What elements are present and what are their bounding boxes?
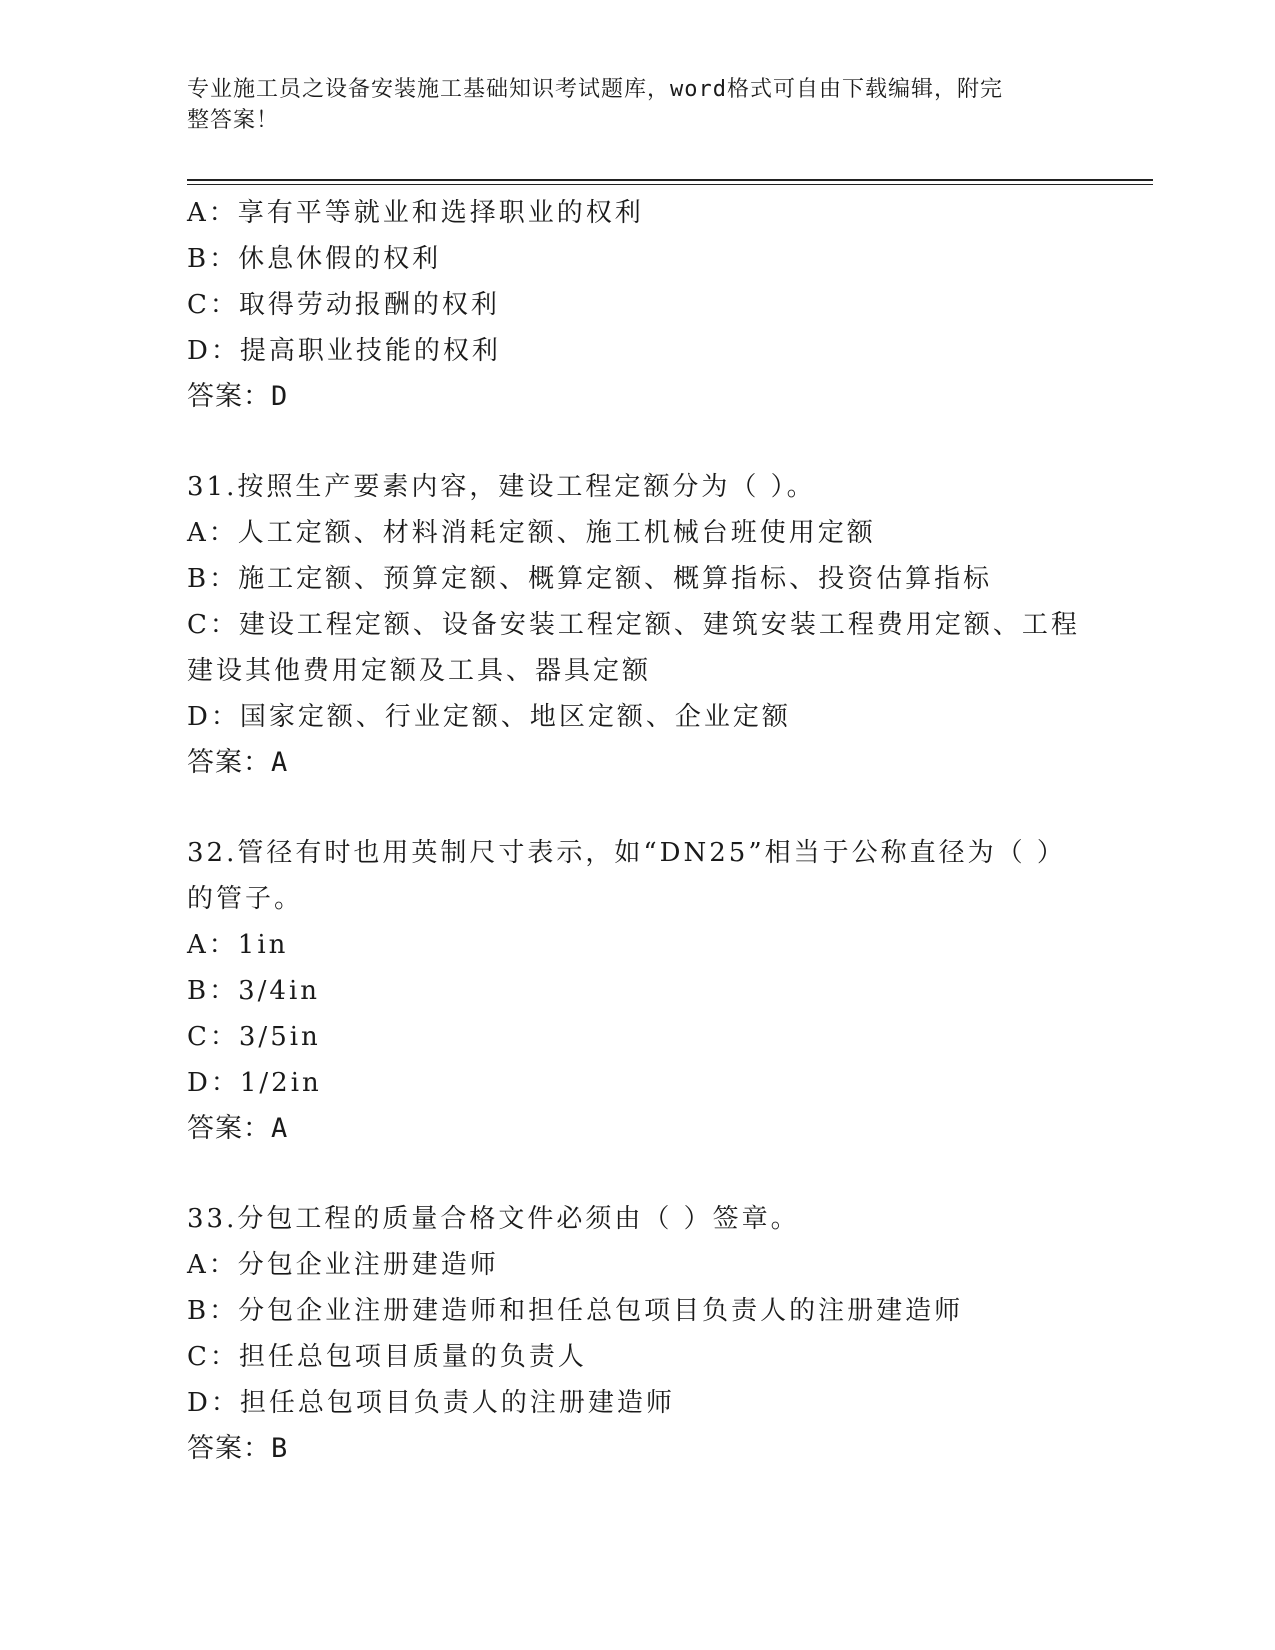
- option-c: C：建设工程定额、设备安装工程定额、建筑安装工程费用定额、工程: [187, 610, 1080, 640]
- header-line-2: 整答案！: [187, 108, 280, 133]
- answer-line: [187, 374, 1087, 420]
- question-block-31: [187, 464, 1087, 786]
- question-stem-continued: 的管子。: [187, 884, 304, 914]
- answer-line: [187, 1106, 1087, 1152]
- header-line-1: 专业施工员之设备安装施工基础知识考试题库，word格式可自由下载编辑，附完: [187, 77, 1003, 102]
- option-b: B：施工定额、预算定额、概算定额、概算指标、投资估算指标: [187, 564, 993, 594]
- answer-line: [187, 1426, 1087, 1472]
- header-divider-top: [187, 179, 1153, 181]
- option-c: C：担任总包项目质量的负责人: [187, 1342, 587, 1372]
- option-b: B：分包企业注册建造师和担任总包项目负责人的注册建造师: [187, 1296, 964, 1326]
- question-stem: 33.分包工程的质量合格文件必须由（ ）签章。: [187, 1204, 800, 1234]
- question-block-33: [187, 1196, 1087, 1472]
- answer-label: 答案：: [187, 747, 271, 778]
- answer-value: B: [271, 1433, 289, 1464]
- answer-label: 答案：: [187, 381, 271, 412]
- option-b: B：3/4in: [187, 976, 321, 1006]
- option-a: A：人工定额、材料消耗定额、施工机械台班使用定额: [187, 518, 876, 548]
- option-a: A：1in: [187, 930, 289, 960]
- option-a: A：分包企业注册建造师: [187, 1250, 499, 1280]
- option-d: D：担任总包项目负责人的注册建造师: [187, 1388, 675, 1418]
- question-block-32: [187, 830, 1087, 1152]
- question-stem: 31.按照生产要素内容，建设工程定额分为（ ）。: [187, 472, 816, 502]
- answer-value: A: [271, 747, 289, 778]
- questions-body: [187, 190, 1087, 1472]
- answer-label: 答案：: [187, 1433, 271, 1464]
- question-block-prev: [187, 190, 1087, 420]
- answer-line: [187, 740, 1087, 786]
- option-a: A：享有平等就业和选择职业的权利: [187, 198, 644, 228]
- option-c: C：取得劳动报酬的权利: [187, 290, 500, 320]
- answer-value: D: [271, 381, 289, 412]
- header-divider-bottom: [187, 184, 1153, 185]
- option-b: B：休息休假的权利: [187, 244, 442, 274]
- document-header: [187, 74, 1067, 136]
- option-c: C：3/5in: [187, 1022, 321, 1052]
- option-d: D：1/2in: [187, 1068, 322, 1098]
- option-d: D：国家定额、行业定额、地区定额、企业定额: [187, 702, 791, 732]
- answer-value: A: [271, 1113, 289, 1144]
- question-stem: 32.管径有时也用英制尺寸表示，如“DN25”相当于公称直径为（ ）: [187, 838, 1066, 868]
- option-c-continued: 建设其他费用定额及工具、器具定额: [187, 656, 652, 686]
- option-d: D：提高职业技能的权利: [187, 336, 501, 366]
- answer-label: 答案：: [187, 1113, 271, 1144]
